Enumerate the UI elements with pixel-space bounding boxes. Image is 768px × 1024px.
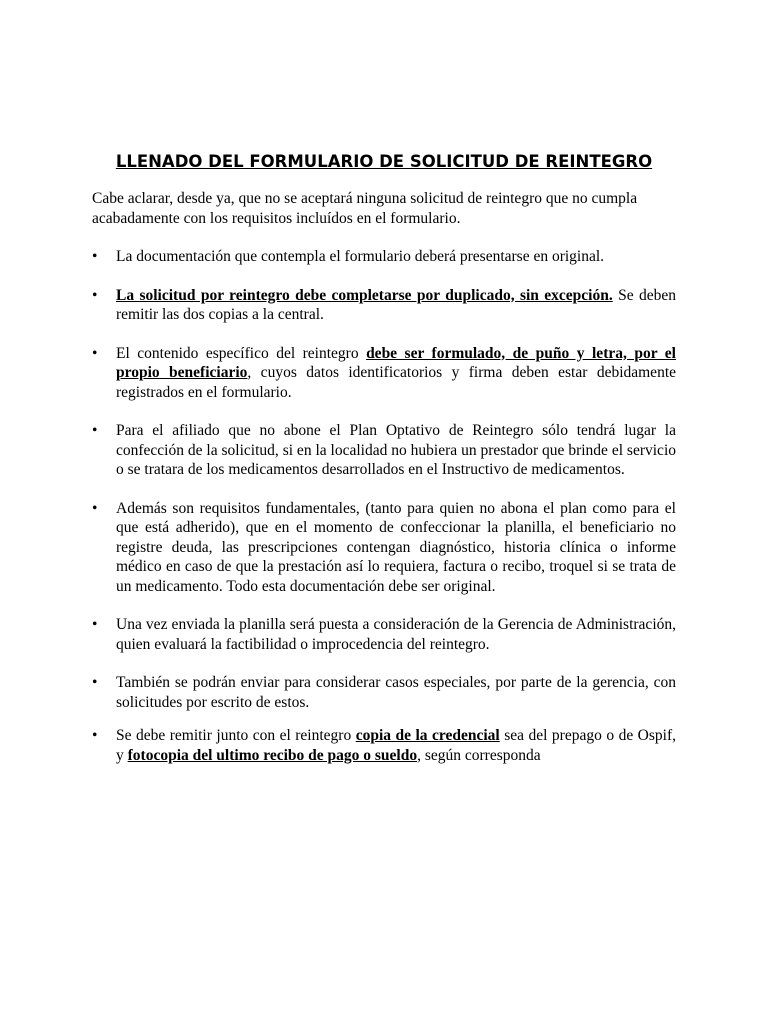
document-page: [92, 152, 676, 784]
item-text: También se podrán enviar para considerar casos especiales, por parte de la gerencia, con solicitudes por escrito de estos.: [116, 674, 676, 711]
document-title: LLENADO DEL FORMULARIO DE SOLICITUD DE REINTEGRO: [115, 152, 653, 171]
item-text: Para el afiliado que no abone el Plan Optativo de Reintegro sólo tendrá lugar la confección de la solicitud, si en la localidad no hubiera un prestador que brinde el servicio o se tratara de los medicamentos desarrollados en el Instructivo de medicamentos.: [116, 422, 676, 478]
item-text: Además son requisitos fundamentales, (tanto para quien no abona el plan como para el que está adherido), que en el momento de confeccionar la planilla, el beneficiario no registre deuda, las prescripciones contengan diagnóstico, historia clínica o informe médico en caso de que la prestación así lo requiera, factura o recibo, troquel si se trata de un medicamento. Todo esta documentación debe ser original.: [116, 499, 676, 595]
item-emphasis: copia de la credencial: [355, 727, 500, 744]
list-item: [92, 421, 676, 480]
item-text: sea del prepago o de Ospif, y: [116, 727, 676, 764]
item-emphasis: debe ser formulado, de puño y letra, por el propio beneficiario: [116, 344, 676, 381]
list-item: [92, 499, 676, 597]
list-item: [92, 673, 676, 712]
item-text: Se debe remitir junto con el reintegro: [116, 727, 356, 744]
list-item: [92, 247, 676, 267]
item-text: , según corresponda: [417, 746, 541, 764]
item-emphasis: fotocopia del ultimo recibo de pago o sueldo: [127, 746, 418, 764]
list-item: [92, 286, 676, 325]
requirements-list: [92, 247, 676, 765]
bullet-icon: •: [92, 499, 98, 517]
item-text: La documentación que contempla el formulario deberá presentarse en original.: [116, 248, 605, 265]
bullet-icon: •: [92, 727, 98, 744]
bullet-icon: •: [92, 422, 98, 439]
intro-paragraph: Cabe aclarar, desde ya, que no se aceptará ninguna solicitud de reintegro que no cumpla acabadamente con los requisitos incluídos en el formulario.: [92, 190, 638, 227]
item-text: Una vez enviada la planilla será puesta a consideración de la Gerencia de Administración, quien evaluará la factibilidad o improcedencia del reintegro.: [116, 616, 676, 653]
item-text: El contenido específico del reintegro: [116, 344, 367, 362]
item-emphasis: La solicitud por reintegro debe completarse por duplicado, sin excepción.: [116, 286, 613, 304]
item-text: Se deben remitir las dos copias a la central.: [116, 286, 676, 323]
bullet-icon: •: [92, 344, 98, 362]
list-item: [92, 615, 676, 654]
list-item: [92, 344, 676, 403]
bullet-icon: •: [92, 674, 98, 691]
list-item: [92, 726, 676, 765]
bullet-icon: •: [92, 248, 98, 265]
bullet-icon: •: [92, 616, 98, 633]
bullet-icon: •: [92, 286, 98, 304]
item-text: , cuyos datos identificatorios y firma deben estar debidamente registrados en el formulario.: [116, 364, 677, 401]
